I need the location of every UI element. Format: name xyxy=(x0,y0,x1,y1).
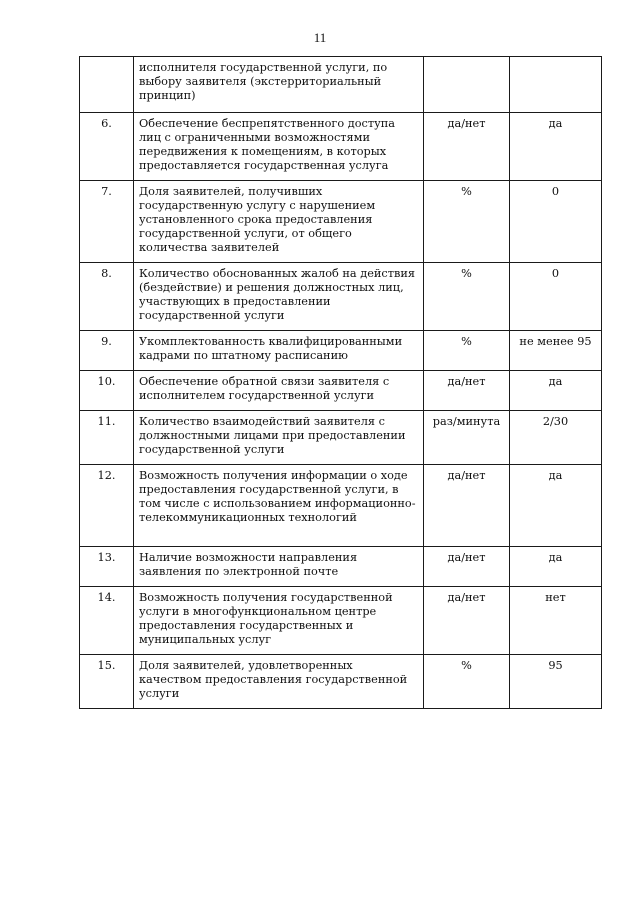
unit-of-measure: да/нет xyxy=(424,113,510,181)
indicator-name: Количество обоснованных жалоб на действия (бездействие) и решения должностных лиц, участвующих в предоставлении государственной услуги xyxy=(134,263,424,331)
normative-value: 95 xyxy=(510,655,602,709)
indicator-name: Возможность получения государственной услуги в многофункциональном центре предоставления государственных и муниципальных услуг xyxy=(134,587,424,655)
unit-of-measure: да/нет xyxy=(424,371,510,411)
row-number: 8. xyxy=(80,263,134,331)
unit-of-measure: % xyxy=(424,331,510,371)
normative-value xyxy=(510,57,602,113)
normative-value: 0 xyxy=(510,263,602,331)
normative-value: 2/30 xyxy=(510,411,602,465)
table-row xyxy=(80,587,602,655)
table-row xyxy=(80,263,602,331)
row-number: 11. xyxy=(80,411,134,465)
unit-of-measure: % xyxy=(424,263,510,331)
row-number: 10. xyxy=(80,371,134,411)
normative-value: нет xyxy=(510,587,602,655)
table-row xyxy=(80,181,602,263)
indicator-name: Обеспечение беспрепятственного доступа лиц с ограниченными возможностями передвижения к помещениям, в которых предоставляется государственная услуга xyxy=(134,113,424,181)
normative-value: да xyxy=(510,113,602,181)
row-number: 9. xyxy=(80,331,134,371)
table-row xyxy=(80,547,602,587)
indicator-name: Наличие возможности направления заявления по электронной почте xyxy=(134,547,424,587)
indicator-name: исполнителя государственной услуги, по выбору заявителя (экстерриториальный принцип) xyxy=(134,57,424,113)
normative-value: не менее 95 xyxy=(510,331,602,371)
unit-of-measure: да/нет xyxy=(424,465,510,547)
table-row xyxy=(80,411,602,465)
table-row xyxy=(80,113,602,181)
row-number: 15. xyxy=(80,655,134,709)
unit-of-measure: да/нет xyxy=(424,587,510,655)
indicator-name: Количество взаимодействий заявителя с должностными лицами при предоставлении государственной услуги xyxy=(134,411,424,465)
indicator-name: Укомплектованность квалифицированными кадрами по штатному расписанию xyxy=(134,331,424,371)
row-number xyxy=(80,57,134,113)
row-number: 7. xyxy=(80,181,134,263)
normative-value: да xyxy=(510,465,602,547)
page-number: 11 xyxy=(313,30,327,45)
table-row xyxy=(80,465,602,547)
row-number: 6. xyxy=(80,113,134,181)
indicator-name: Возможность получения информации о ходе предоставления государственной услуги, в том числе с использованием информационно-телекоммуникационных технологий xyxy=(134,465,424,547)
row-number: 14. xyxy=(80,587,134,655)
indicators-table xyxy=(79,56,602,709)
unit-of-measure: % xyxy=(424,655,510,709)
indicator-name: Доля заявителей, удовлетворенных качеством предоставления государственной услуги xyxy=(134,655,424,709)
normative-value: 0 xyxy=(510,181,602,263)
row-number: 12. xyxy=(80,465,134,547)
normative-value: да xyxy=(510,371,602,411)
table-row xyxy=(80,371,602,411)
table-row xyxy=(80,655,602,709)
table-row xyxy=(80,331,602,371)
indicator-name: Доля заявителей, получивших государственную услугу с нарушением установленного срока предоставления государственной услуги, от общего количества заявителей xyxy=(134,181,424,263)
unit-of-measure xyxy=(424,57,510,113)
unit-of-measure: да/нет xyxy=(424,547,510,587)
unit-of-measure: % xyxy=(424,181,510,263)
table-row xyxy=(80,57,602,113)
normative-value: да xyxy=(510,547,602,587)
unit-of-measure: раз/минута xyxy=(424,411,510,465)
indicator-name: Обеспечение обратной связи заявителя с исполнителем государственной услуги xyxy=(134,371,424,411)
row-number: 13. xyxy=(80,547,134,587)
